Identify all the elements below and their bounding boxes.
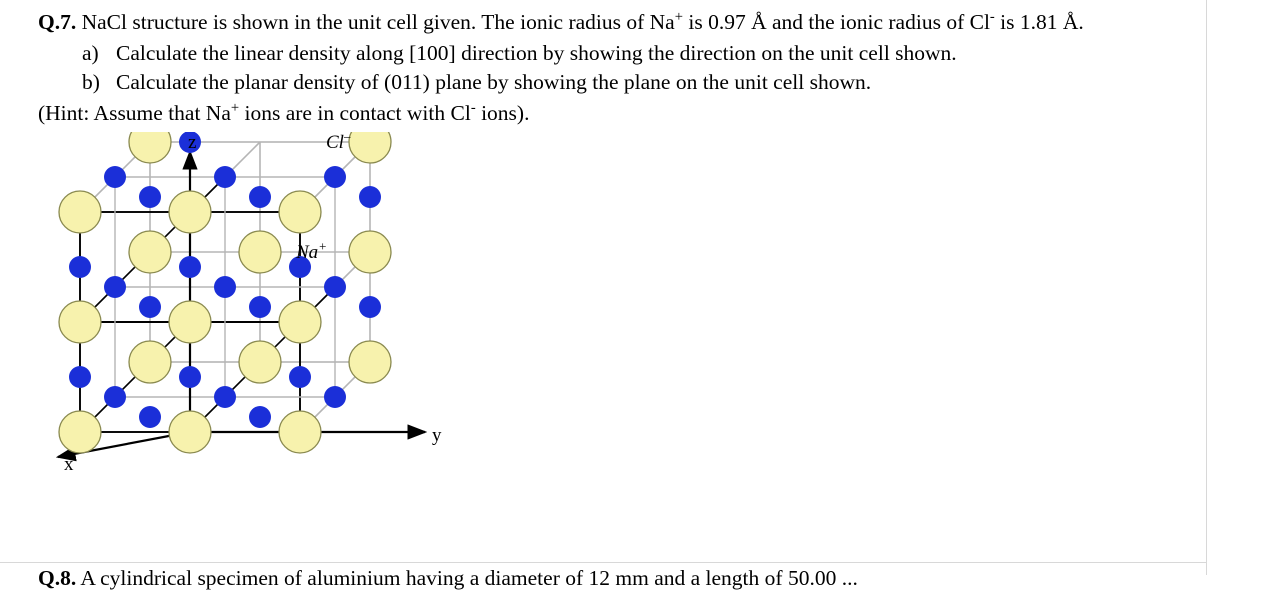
- next-question-text: A cylindrical specimen of aluminium having a diameter of 12 mm and a length of 50.00 ...: [76, 566, 858, 590]
- part-b-text: Calculate the planar density of (011) plane by showing the plane on the unit cell shown.: [116, 70, 872, 94]
- z-axis-label: z: [188, 132, 197, 153]
- next-question-number: Q.8.: [38, 566, 77, 590]
- hint-text-1: (Hint: Assume that Na: [38, 101, 231, 125]
- question-text-3: is 1.81 Å.: [994, 10, 1084, 34]
- na-charge-sup-2: +: [230, 99, 240, 116]
- sodium-label: Na+: [296, 238, 327, 263]
- part-b-marker: b): [82, 70, 100, 94]
- hint-text-3: ions).: [475, 101, 530, 125]
- question-part-b: [38, 68, 1251, 97]
- next-question-preview: [38, 566, 1138, 590]
- part-a-text: Calculate the linear density along [100] direction by showing the direction on the unit cell shown.: [116, 41, 957, 65]
- part-a-marker: a): [82, 41, 99, 65]
- question-hint: [38, 99, 1251, 128]
- page-bottom-border: [0, 562, 1206, 563]
- cl-charge-sup-1: -: [989, 8, 995, 25]
- question-parts-list: [38, 39, 1251, 97]
- question-text-2: is 0.97 Å and the ionic radius of Cl: [682, 10, 990, 34]
- x-axis-label: x: [64, 454, 74, 475]
- nacl-unit-cell-svg: [40, 128, 480, 467]
- question-number: Q.7.: [38, 10, 77, 34]
- hint-text-2: ions are in contact with Cl: [239, 101, 471, 125]
- question-text-1: NaCl structure is shown in the unit cell given. The ionic radius of Na: [76, 10, 675, 34]
- chloride-label: Cl–: [326, 128, 351, 153]
- question-stem: [38, 8, 1251, 37]
- na-charge-sup-1: +: [674, 8, 683, 25]
- nacl-unit-cell-figure: [40, 128, 480, 475]
- question-part-a: [38, 39, 1251, 68]
- y-axis-label: y: [432, 425, 442, 446]
- cl-charge-sup-2: -: [470, 99, 476, 116]
